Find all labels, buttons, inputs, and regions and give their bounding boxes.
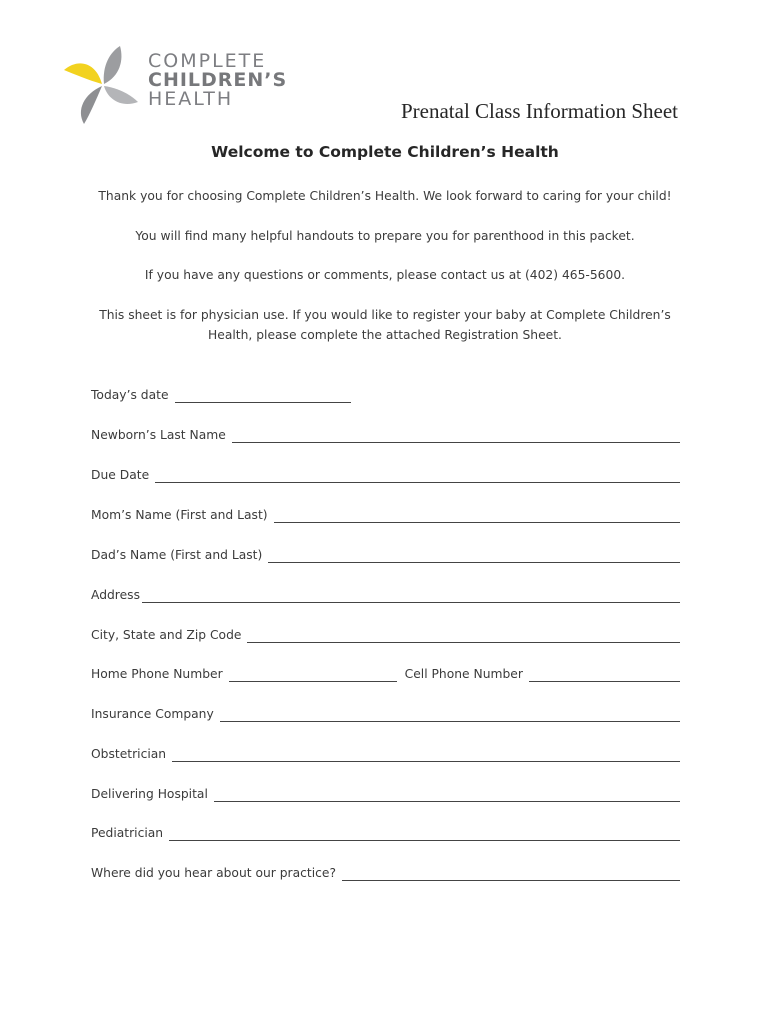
contact-paragraph: If you have any questions or comments, please contact us at (402) 465-5600.: [144, 268, 626, 282]
moms-name-row: [91, 505, 680, 523]
logo-line-health: HEALTH: [148, 88, 234, 110]
newborn-last-name-input[interactable]: [232, 428, 680, 443]
hear-about-row: [91, 863, 680, 881]
home-phone-input[interactable]: [229, 667, 397, 682]
due-date-label: Due Date: [91, 468, 150, 482]
dads-name-input[interactable]: [268, 548, 680, 563]
todays-date-label: Today’s date: [91, 388, 169, 402]
address-input[interactable]: [142, 588, 680, 603]
newborn-last-name-row: [91, 425, 680, 443]
due-date-input[interactable]: [155, 468, 680, 483]
thank-you-paragraph: Thank you for choosing Complete Children’s Health. We look forward to caring for your child!: [98, 189, 672, 203]
cell-phone-label: Cell Phone Number: [404, 667, 523, 681]
city-state-zip-input[interactable]: [247, 628, 680, 643]
logo-wordmark: [148, 52, 287, 109]
pediatrician-label: Pediatrician: [91, 826, 164, 840]
logo-line-complete: COMPLETE: [148, 50, 267, 72]
city-state-zip-row: [91, 625, 680, 643]
delivering-hospital-input[interactable]: [214, 787, 680, 802]
obstetrician-label: Obstetrician: [91, 747, 167, 761]
company-logo: [62, 44, 312, 128]
cell-phone-input[interactable]: [529, 667, 680, 682]
delivering-hospital-row: [91, 784, 680, 802]
obstetrician-input[interactable]: [172, 747, 680, 762]
welcome-heading: Welcome to Complete Children’s Health: [211, 143, 559, 161]
hear-about-input[interactable]: [342, 866, 680, 881]
delivering-hospital-label: Delivering Hospital: [91, 787, 208, 801]
todays-date-input[interactable]: [175, 388, 351, 403]
due-date-row: [91, 465, 680, 483]
pediatrician-row: [91, 823, 680, 841]
insurance-input[interactable]: [220, 707, 680, 722]
hear-about-label: Where did you hear about our practice?: [91, 866, 336, 880]
logo-line-childrens: CHILDREN’S: [148, 69, 288, 91]
dads-name-label: Dad’s Name (First and Last): [91, 548, 263, 562]
todays-date-row: [91, 385, 351, 403]
pediatrician-input[interactable]: [169, 826, 680, 841]
moms-name-label: Mom’s Name (First and Last): [91, 508, 268, 522]
handouts-paragraph: You will find many helpful handouts to prepare you for parenthood in this packet.: [135, 229, 635, 243]
city-state-zip-label: City, State and Zip Code: [91, 628, 242, 642]
obstetrician-row: [91, 744, 680, 762]
phone-row: [91, 664, 680, 682]
dads-name-row: [91, 545, 680, 563]
insurance-label: Insurance Company: [91, 707, 214, 721]
physician-use-paragraph: This sheet is for physician use. If you would like to register your baby at Complete Children’s Health, please complete the attached Registration Sheet.: [99, 308, 671, 342]
newborn-last-name-label: Newborn’s Last Name: [91, 428, 226, 442]
sheet-title: Prenatal Class Information Sheet: [400, 99, 678, 123]
moms-name-input[interactable]: [274, 508, 680, 523]
home-phone-label: Home Phone Number: [91, 667, 223, 681]
insurance-row: [91, 704, 680, 722]
address-label: Address: [91, 588, 140, 602]
pinwheel-logo-icon: [62, 44, 142, 128]
address-row: [91, 585, 680, 603]
